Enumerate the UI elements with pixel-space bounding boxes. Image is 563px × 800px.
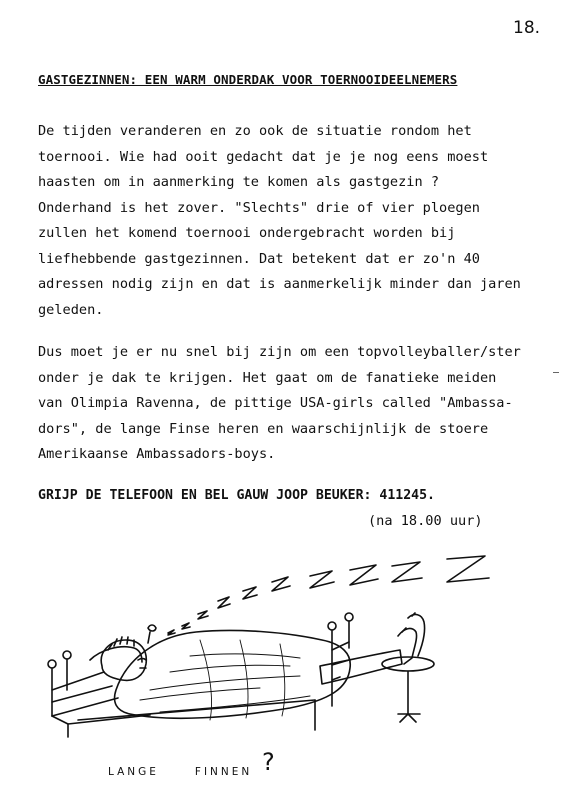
page-number: 18. <box>513 18 541 38</box>
caption-question-mark: ? <box>262 748 275 776</box>
call-to-action: GRIJP DE TELEFOON EN BEL GAUW JOOP BEUKER: 411245. <box>38 488 435 503</box>
sleeping-man-illustration <box>0 540 563 800</box>
paragraph-teams <box>38 340 538 468</box>
article-title: GASTGEZINNEN: EEN WARM ONDERDAK VOOR TOERNOOIDEELNEMERS <box>38 72 458 87</box>
text-line: zullen het komend toernooi ondergebracht worden bij <box>38 225 456 241</box>
caption-word: FINNEN <box>194 766 253 778</box>
illustration-caption <box>108 766 252 778</box>
sleeping-head <box>90 625 156 680</box>
text-line: De tijden veranderen en zo ook de situatie rondom het <box>38 123 472 139</box>
text-line: toernooi. Wie had ooit gedacht dat je je nog eens moest <box>38 148 489 165</box>
text-line: van Olimpia Ravenna, de pittige USA-girls called "Ambassa- <box>38 395 513 411</box>
text-line: adressen nodig zijn en dat is aanmerkelijk minder dan jaren <box>38 276 521 292</box>
text-line: liefhebbende gastgezinnen. Dat betekent dat er zo'n 40 <box>38 250 480 267</box>
text-line: geleden. <box>38 301 104 318</box>
text-line: Dus moet je er nu snel bij zijn om een topvolleyballer/ster <box>38 344 521 360</box>
text-line: Amerikaanse Ambassadors-boys. <box>38 446 276 462</box>
text-line: Onderhand is het zover. "Slechts" drie of vier ploegen <box>38 199 480 216</box>
text-line: haasten om in aanmerking te komen als gastgezin ? <box>38 174 440 190</box>
text-line: onder je dak te krijgen. Het gaat om de fanatieke meiden <box>38 369 497 386</box>
text-line: dors", de lange Finse heren en waarschijnlijk de stoere <box>38 420 489 437</box>
caption-word: LANGE <box>108 766 159 778</box>
paragraph-intro <box>38 119 538 323</box>
call-time-note: (na 18.00 uur) <box>368 513 483 529</box>
margin-mark <box>553 372 559 373</box>
